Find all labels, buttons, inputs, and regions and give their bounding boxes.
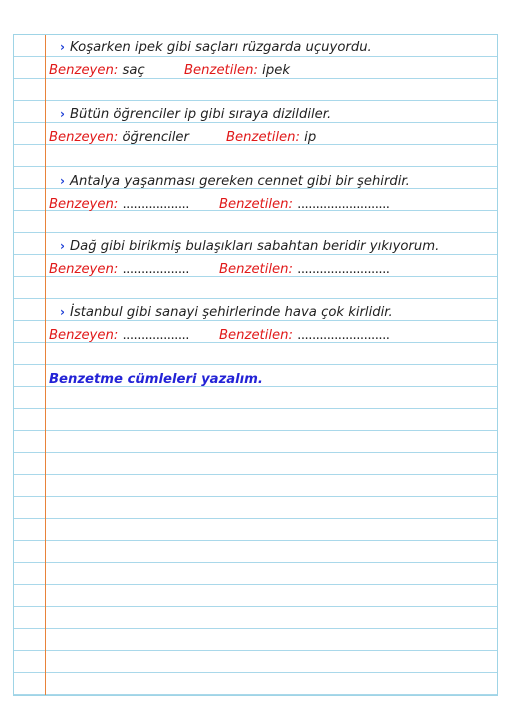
sentence-text: Antalya yaşanması gereken cennet gibi bir şehirdir. bbox=[69, 174, 410, 189]
benzetilen-value: ip bbox=[304, 130, 317, 145]
benzeyen-blank: .................. bbox=[122, 262, 189, 277]
notebook-page bbox=[13, 34, 498, 696]
bullet-icon: › bbox=[60, 239, 65, 253]
benzeyen-label: Benzeyen: bbox=[49, 63, 119, 78]
benzeyen-blank: .................. bbox=[122, 197, 189, 212]
sentence-3 bbox=[60, 174, 497, 194]
benzetilen-label: Benzetilen: bbox=[226, 130, 300, 145]
benzeyen-label: Benzeyen: bbox=[49, 262, 119, 277]
bullet-icon: › bbox=[60, 40, 65, 54]
answer-row-2 bbox=[14, 130, 497, 150]
sentence-5 bbox=[60, 305, 497, 325]
answer-row-5 bbox=[14, 328, 497, 348]
benzetilen-label: Benzetilen: bbox=[219, 328, 293, 343]
benzeyen-blank: .................. bbox=[122, 328, 189, 343]
bullet-icon: › bbox=[60, 174, 65, 188]
benzetilen-blank: ......................... bbox=[297, 262, 390, 277]
bullet-icon: › bbox=[60, 305, 65, 319]
benzeyen-label: Benzeyen: bbox=[49, 130, 119, 145]
benzeyen-label: Benzeyen: bbox=[49, 197, 119, 212]
benzeyen-value: saç bbox=[122, 63, 145, 78]
sentence-4 bbox=[60, 239, 497, 259]
answer-row-3 bbox=[14, 197, 497, 217]
benzetilen-label: Benzetilen: bbox=[184, 63, 258, 78]
benzeyen-label: Benzeyen: bbox=[49, 328, 119, 343]
benzetilen-value: ipek bbox=[262, 63, 290, 78]
sentence-1 bbox=[60, 40, 497, 60]
task-heading: Benzetme cümleleri yazalım. bbox=[49, 372, 263, 387]
sentence-text: Bütün öğrenciler ip gibi sıraya dizildiler. bbox=[69, 107, 332, 122]
benzeyen-value: öğrenciler bbox=[122, 130, 189, 145]
sentence-text: İstanbul gibi sanayi şehirlerinde hava çok kirlidir. bbox=[69, 305, 393, 320]
benzetilen-blank: ......................... bbox=[297, 197, 390, 212]
bullet-icon: › bbox=[60, 107, 65, 121]
answer-row-4 bbox=[14, 262, 497, 282]
sentence-text: Koşarken ipek gibi saçları rüzgarda uçuyordu. bbox=[69, 40, 372, 55]
benzetilen-label: Benzetilen: bbox=[219, 262, 293, 277]
sentence-text: Dağ gibi birikmiş bulaşıkları sabahtan beridir yıkıyorum. bbox=[69, 239, 440, 254]
sentence-2 bbox=[60, 107, 497, 127]
benzetilen-label: Benzetilen: bbox=[219, 197, 293, 212]
benzetilen-blank: ......................... bbox=[297, 328, 390, 343]
answer-row-1 bbox=[14, 63, 497, 83]
